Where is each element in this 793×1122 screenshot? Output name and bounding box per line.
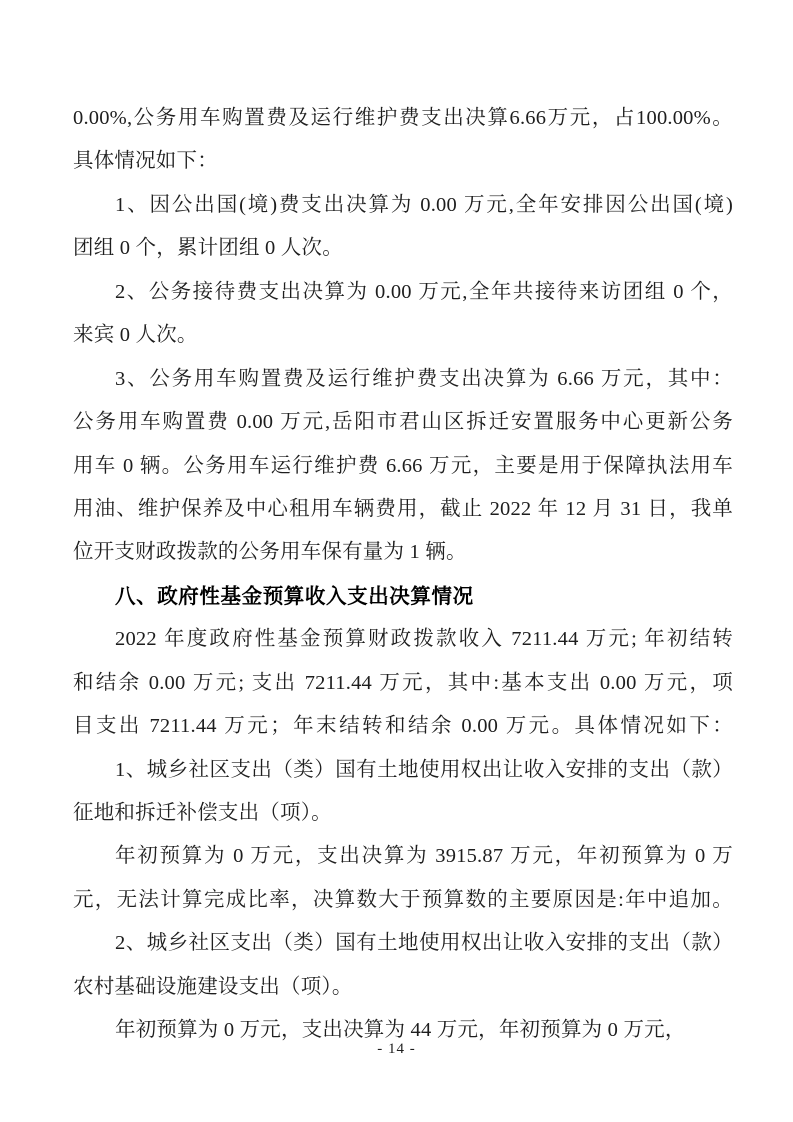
document-body <box>73 97 733 1053</box>
paragraph-line: 用油、维护保养及中心租用车辆费用，截止 2022 年 12 月 31 日，我单 <box>73 497 733 520</box>
page-number: - 14 - <box>377 1041 416 1057</box>
section-heading: 八、政府性基金预算收入支出决算情况 <box>115 584 474 608</box>
paragraph-line: 和结余 0.00 万元; 支出 7211.44 万元，其中:基本支出 0.00 万元，项 <box>73 671 733 694</box>
paragraph-line: 团组 0 个，累计团组 0 人次。 <box>73 237 343 260</box>
paragraph-line: 3、公务用车购置费及运行维护费支出决算为 6.66 万元，其中： <box>115 367 733 390</box>
paragraph-line: 2、公务接待费支出决算为 0.00 万元,全年共接待来访团组 0 个， <box>115 280 733 303</box>
paragraph-line: 0.00%,公务用车购置费及运行维护费支出决算6.66万元，占100.00%。 <box>73 107 733 129</box>
paragraph-line: 元，无法计算完成比率，决算数大于预算数的主要原因是:年中追加。 <box>73 888 733 911</box>
paragraph-line: 征地和拆迁补偿支出（项）。 <box>73 802 332 824</box>
paragraph-line: 用车 0 辆。公务用车运行维护费 6.66 万元，主要是用于保障执法用车 <box>73 454 733 477</box>
paragraph-line: 年初预算为 0 万元，支出决算为 44 万元，年初预算为 0 万元， <box>115 1019 686 1042</box>
paragraph-line: 位开支财政拨款的公务用车保有量为 1 辆。 <box>73 541 467 564</box>
paragraph-line: 具体情况如下： <box>73 150 218 173</box>
paragraph-line: 农村基础设施建设支出（项）。 <box>73 975 353 998</box>
paragraph-line: 来宾 0 人次。 <box>73 324 198 347</box>
paragraph-line: 公务用车购置费 0.00 万元,岳阳市君山区拆迁安置服务中心更新公务 <box>73 411 733 434</box>
paragraph-line: 1、城乡社区支出（类）国有土地使用权出让收入安排的支出（款） <box>115 758 733 781</box>
paragraph-line: 2、城乡社区支出（类）国有土地使用权出让收入安排的支出（款） <box>115 932 733 955</box>
paragraph-line: 年初预算为 0 万元，支出决算为 3915.87 万元，年初预算为 0 万 <box>115 845 733 868</box>
paragraph-line: 2022 年度政府性基金预算财政拨款收入 7211.44 万元; 年初结转 <box>115 628 733 651</box>
paragraph-line: 目支出 7211.44 万元；年末结转和结余 0.00 万元。具体情况如下： <box>73 715 733 738</box>
paragraph-line: 1、因公出国(境)费支出决算为 0.00 万元,全年安排因公出国(境) <box>115 193 733 216</box>
